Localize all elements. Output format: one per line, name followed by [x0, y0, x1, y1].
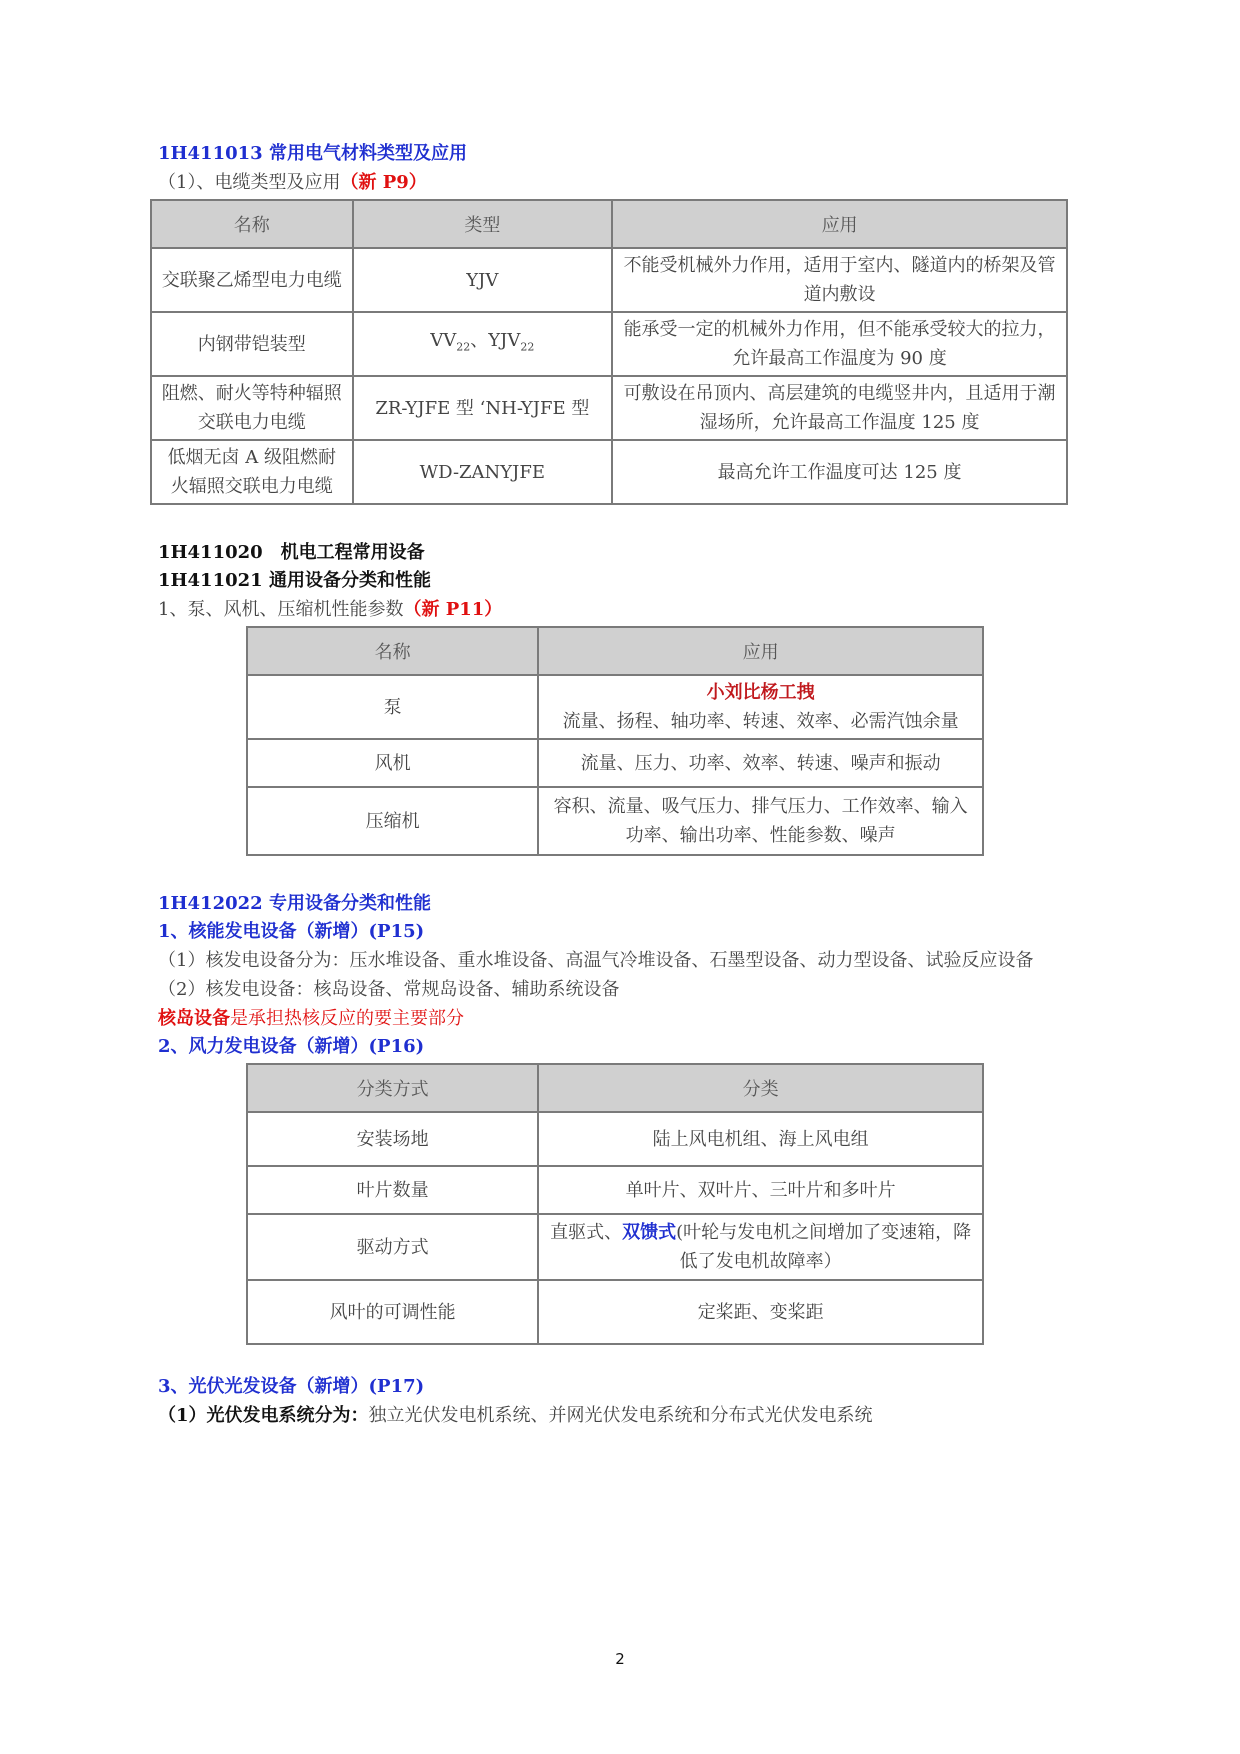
section-heading-equipment: 1H411020 机电工程常用设备	[158, 542, 425, 563]
nuclear-title: 1、核能发电设备（新增）(P15)	[158, 921, 425, 942]
pv-section	[158, 1373, 1078, 1430]
table-row	[247, 1214, 983, 1280]
column-header: 分类方式	[247, 1064, 538, 1112]
mnemonic: 小刘比杨工拽	[706, 682, 815, 703]
section-heading-materials: 1H411013 常用电气材料类型及应用	[158, 143, 467, 164]
table-header-row	[247, 627, 983, 675]
cell-app: 定桨距、变桨距	[538, 1280, 983, 1344]
cell-name: 压缩机	[247, 787, 538, 855]
section-heading-special: 1H412022 专用设备分类和性能	[158, 893, 431, 914]
cell-app	[538, 675, 983, 739]
pump-table	[246, 626, 984, 856]
nuclear-line-2: （2）核发电设备：核岛设备、常规岛设备、辅助系统设备	[158, 979, 620, 1000]
cell-app: 直驱式、双馈式(叶轮与发电机之间增加了变速箱，降低了发电机故障率）	[538, 1214, 983, 1280]
cell-name: 泵	[247, 675, 538, 739]
table-row	[247, 1280, 983, 1344]
column-header: 分类	[538, 1064, 983, 1112]
cell-app: 不能受机械外力作用，适用于室内、隧道内的桥架及管道内敷设	[612, 248, 1067, 312]
page-number: 2	[615, 1650, 625, 1668]
table-row	[247, 787, 983, 855]
cell-type: YJV	[353, 248, 613, 312]
table-row	[151, 376, 1067, 440]
general-equipment-section	[158, 539, 1078, 856]
table-row	[247, 739, 983, 787]
column-header: 名称	[247, 627, 538, 675]
cable-table	[150, 199, 1068, 505]
column-header: 应用	[612, 200, 1067, 248]
special-equipment-section	[158, 890, 1078, 1345]
table-row	[151, 440, 1067, 504]
cell-app-text: 流量、扬程、轴功率、转速、效率、必需汽蚀余量	[562, 711, 959, 732]
table-row	[151, 248, 1067, 312]
cell-name: 风机	[247, 739, 538, 787]
cell-app: 最高允许工作温度可达 125 度	[612, 440, 1067, 504]
cell-app: 容积、流量、吸气压力、排气压力、工作效率、输入功率、输出功率、性能参数、噪声	[538, 787, 983, 855]
table-row	[247, 1112, 983, 1166]
cell-name: 交联聚乙烯型电力电缆	[151, 248, 353, 312]
cell-app: 单叶片、双叶片、三叶片和多叶片	[538, 1166, 983, 1214]
wind-title: 2、风力发电设备（新增）(P16)	[158, 1036, 425, 1057]
table-row	[247, 675, 983, 739]
table-row	[247, 1166, 983, 1214]
section-heading-general: 1H411021 通用设备分类和性能	[158, 570, 431, 591]
cell-name: 风叶的可调性能	[247, 1280, 538, 1344]
cell-app: 能承受一定的机械外力作用，但不能承受较大的拉力，允许最高工作温度为 90 度	[612, 312, 1067, 376]
nuclear-line-1: （1）核发电设备分为：压水堆设备、重水堆设备、高温气冷堆设备、石墨型设备、动力型设备、试验反应设备	[158, 950, 1034, 971]
pump-intro: 1、泵、风机、压缩机性能参数（新 P11）	[158, 599, 503, 620]
cell-type: WD-ZANYJFE	[353, 440, 613, 504]
cell-name: 阻燃、耐火等特种辐照交联电力电缆	[151, 376, 353, 440]
table-header-row	[247, 1064, 983, 1112]
column-header: 名称	[151, 200, 353, 248]
wind-table	[246, 1063, 984, 1345]
cell-name: 安装场地	[247, 1112, 538, 1166]
pv-title: 3、光伏光发设备（新增）(P17)	[158, 1376, 425, 1397]
cell-app: 流量、压力、功率、效率、转速、噪声和振动	[538, 739, 983, 787]
cell-name: 驱动方式	[247, 1214, 538, 1280]
column-header: 应用	[538, 627, 983, 675]
cable-intro: （1）、电缆类型及应用（新 P9）	[158, 172, 427, 193]
cell-app: 陆上风电机组、海上风电组	[538, 1112, 983, 1166]
cell-type: $VV_{22}$、$YJV_{22}$	[353, 312, 613, 376]
table-header-row	[151, 200, 1067, 248]
pv-line: （1）光伏发电系统分为：独立光伏发电机系统、并网光伏发电系统和分布式光伏发电系统	[158, 1405, 873, 1426]
nuclear-note: 核岛设备是承担热核反应的要主要部分	[158, 1008, 464, 1029]
page-content	[158, 140, 1078, 1430]
cell-name: 叶片数量	[247, 1166, 538, 1214]
cell-name: 低烟无卤 A 级阻燃耐火辐照交联电力电缆	[151, 440, 353, 504]
table-row	[151, 312, 1067, 376]
cell-name: 内钢带铠装型	[151, 312, 353, 376]
column-header: 类型	[353, 200, 613, 248]
cell-app: 可敷设在吊顶内、高层建筑的电缆竖井内，且适用于潮湿场所，允许最高工作温度 125 度	[612, 376, 1067, 440]
cell-type: ZR-YJFE 型 ‘NH-YJFE 型	[353, 376, 613, 440]
